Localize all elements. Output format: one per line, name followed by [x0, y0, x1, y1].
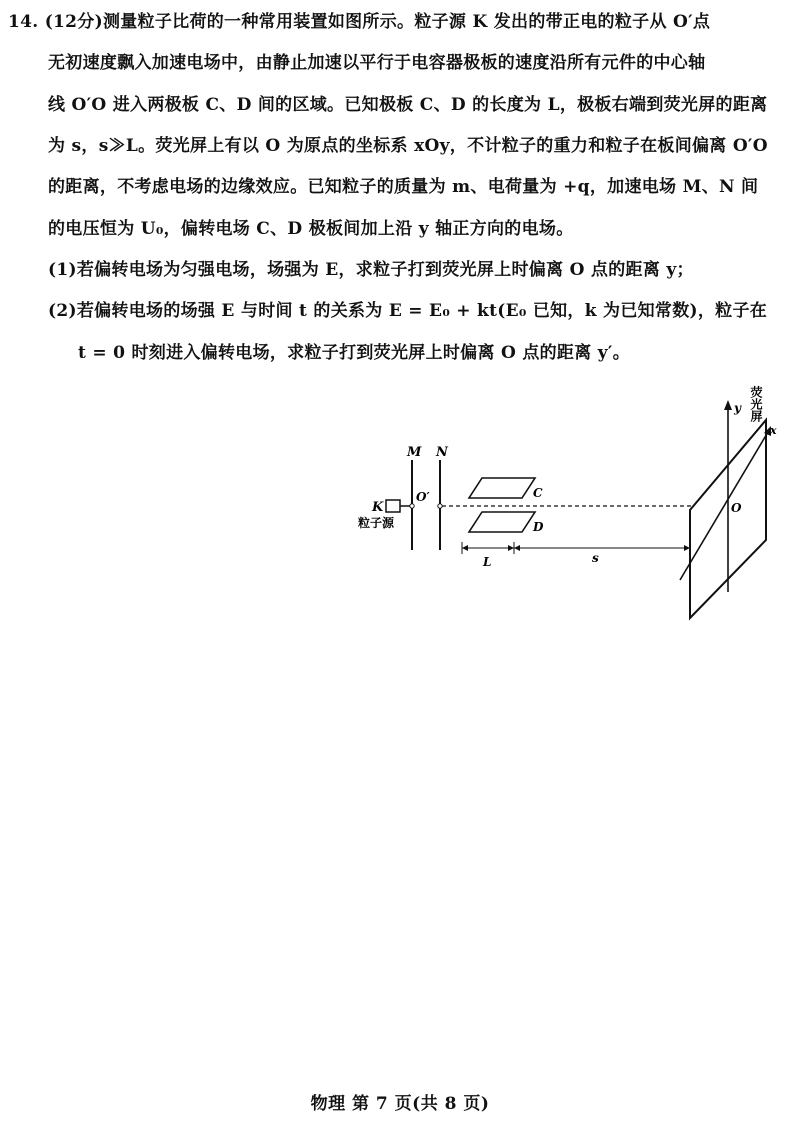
label-m: M	[407, 445, 422, 460]
y-axis-arrow	[724, 400, 732, 410]
question-line-4: 为 s，s≫L。荧光屏上有以 O 为原点的坐标系 xOy，不计粒子的重力和粒子在板间偏离 O′O	[48, 136, 768, 156]
label-c: C	[533, 486, 543, 500]
label-o: O	[731, 501, 742, 515]
dim-l-arrow-left	[462, 545, 468, 551]
particle-source-box	[386, 500, 400, 512]
label-n: N	[436, 445, 448, 460]
label-screen: 荧光屏	[749, 386, 763, 422]
question-part-1: (1)若偏转电场为匀强电场，场强为 E，求粒子打到荧光屏上时偏离 O 点的距离 y；	[48, 260, 694, 280]
plate-c	[469, 478, 535, 498]
label-y: y	[734, 401, 741, 415]
question-line-2: 无初速度飘入加速电场中，由静止加速以平行于电容器极板的速度沿所有元件的中心轴	[48, 53, 706, 73]
label-source: 粒子源	[358, 516, 395, 530]
question-line-1: 14. (12分)测量粒子比荷的一种常用装置如图所示。粒子源 K 发出的带正电的粒子从 O′点	[8, 12, 711, 32]
question-line-5: 的距离，不考虑电场的边缘效应。已知粒子的质量为 m、电荷量为 +q，加速电场 M、N 间	[48, 177, 759, 197]
dim-s-arrow-left	[514, 545, 520, 551]
label-s: s	[592, 551, 599, 565]
question-part-2-continued: t = 0 时刻进入偏转电场，求粒子打到荧光屏上时偏离 O 点的距离 y′。	[78, 343, 631, 363]
dim-l-arrow-right	[508, 545, 514, 551]
label-o-prime: O′	[416, 490, 430, 504]
label-l: L	[483, 555, 492, 569]
hole-n	[438, 504, 442, 508]
label-d: D	[533, 520, 544, 534]
question-line-3: 线 O′O 进入两极板 C、D 间的区域。已知极板 C、D 的长度为 L，极板右端到荧光屏的距离	[48, 95, 768, 115]
label-k: K	[372, 500, 384, 515]
page-footer: 物理 第 7 页(共 8 页)	[310, 1094, 490, 1114]
apparatus-diagram	[330, 370, 790, 630]
hole-m	[410, 504, 414, 508]
plate-d	[469, 512, 535, 532]
question-line-6: 的电压恒为 U₀，偏转电场 C、D 极板间加上沿 y 轴正方向的电场。	[48, 219, 574, 239]
label-x: x	[770, 424, 777, 437]
question-part-2: (2)若偏转电场的场强 E 与时间 t 的关系为 E = E₀ + kt(E₀ 已知，k 为已知常数)，粒子在	[48, 301, 768, 321]
